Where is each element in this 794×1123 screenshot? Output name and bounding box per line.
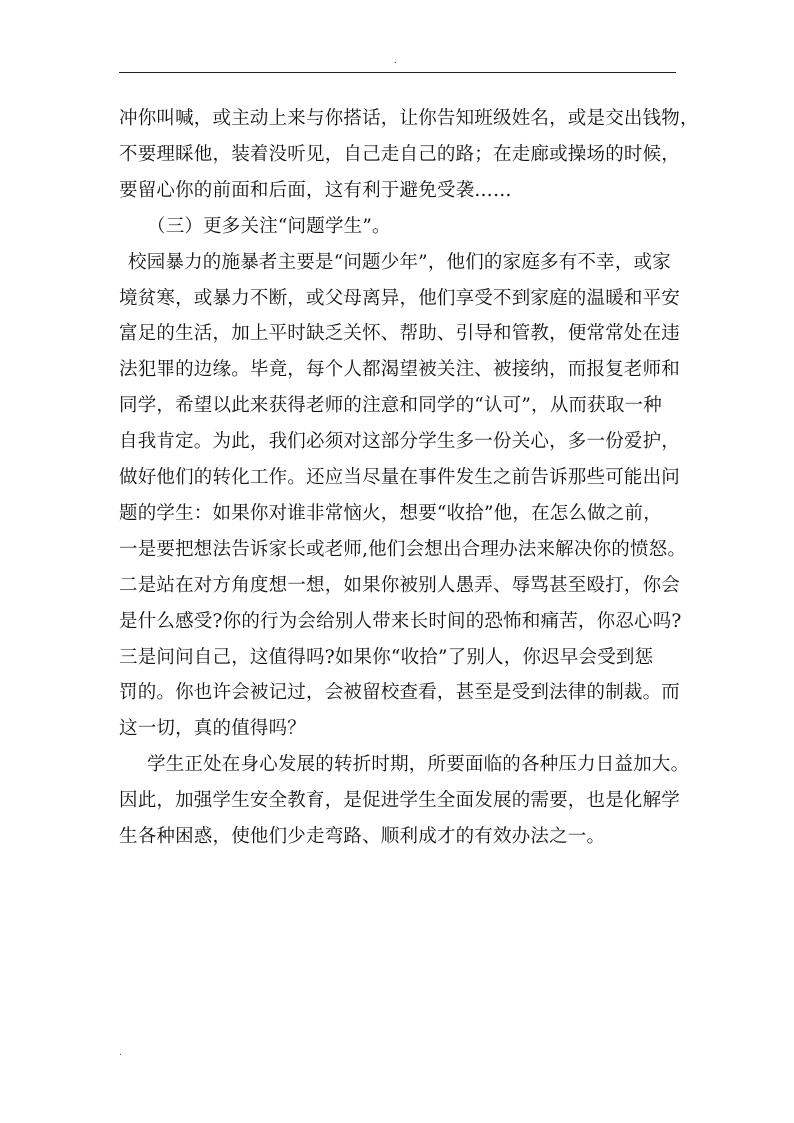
text-line: 三是问问自己，这值得吗?如果你“收拾”了别人，你迟早会受到惩 bbox=[119, 647, 654, 668]
text-line: 冲你叫喊，或主动上来与你搭话，让你告知班级姓名，或是交出钱物， bbox=[119, 108, 699, 129]
text-line: 要留心你的前面和后面，这有利于避免受袭…… bbox=[119, 180, 512, 201]
text-line: 同学，希望以此来获得老师的注意和同学的“认可”，从而获取一种 bbox=[119, 395, 662, 416]
text-line: 是什么感受?你的行为会给别人带来长时间的恐怖和痛苦，你忍心吗? bbox=[119, 611, 682, 632]
header-dot: . bbox=[394, 56, 397, 66]
text-line: 罚的。你也许会被记过，会被留校查看，甚至是受到法律的制裁。而 bbox=[119, 682, 681, 703]
text-line: 境贫寒，或暴力不断，或父母离异，他们享受不到家庭的温暖和平安 bbox=[119, 288, 681, 309]
text-line: 不要理睬他，装着没听见，自己走自己的路；在走廊或操场的时候， bbox=[119, 144, 681, 165]
text-line: 一是要把想法告诉家长或老师,他们会想出合理办法来解决你的愤怒。 bbox=[119, 539, 687, 560]
text-line: 法犯罪的边缘。毕竟，每个人都渴望被关注、被接纳，而报复老师和 bbox=[119, 359, 681, 380]
text-line: 这一切，真的值得吗？ bbox=[119, 718, 307, 739]
footer-dot: . bbox=[119, 1048, 122, 1058]
text-line: 做好他们的转化工作。还应当尽量在事件发生之前告诉那些可能出问 bbox=[119, 467, 681, 488]
text-line: 生各种困惑，使他们少走弯路、顺利成才的有效办法之一。 bbox=[119, 826, 606, 847]
text-line: 校园暴力的施暴者主要是“问题少年”，他们的家庭多有不幸，或家 bbox=[128, 252, 671, 273]
text-line: 自我肯定。为此，我们必须对这部分学生多一份关心，多一份爱护， bbox=[119, 431, 681, 452]
text-line: 题的学生：如果你对谁非常恼火，想要“收拾”他，在怎么做之前， bbox=[119, 503, 662, 524]
text-line: 因此，加强学生安全教育，是促进学生全面发展的需要，也是化解学 bbox=[119, 790, 681, 811]
text-line: 富足的生活，加上平时缺乏关怀、帮助、引导和管教，便常常处在违 bbox=[119, 323, 681, 344]
text-line: 学生正处在身心发展的转折时期，所要面临的各种压力日益加大。 bbox=[147, 754, 690, 775]
header-rule bbox=[119, 72, 676, 73]
section-heading: （三）更多关注“问题学生”。 bbox=[147, 216, 391, 237]
text-line: 二是站在对方角度想一想，如果你被别人愚弄、辱骂甚至殴打，你会 bbox=[119, 575, 681, 596]
